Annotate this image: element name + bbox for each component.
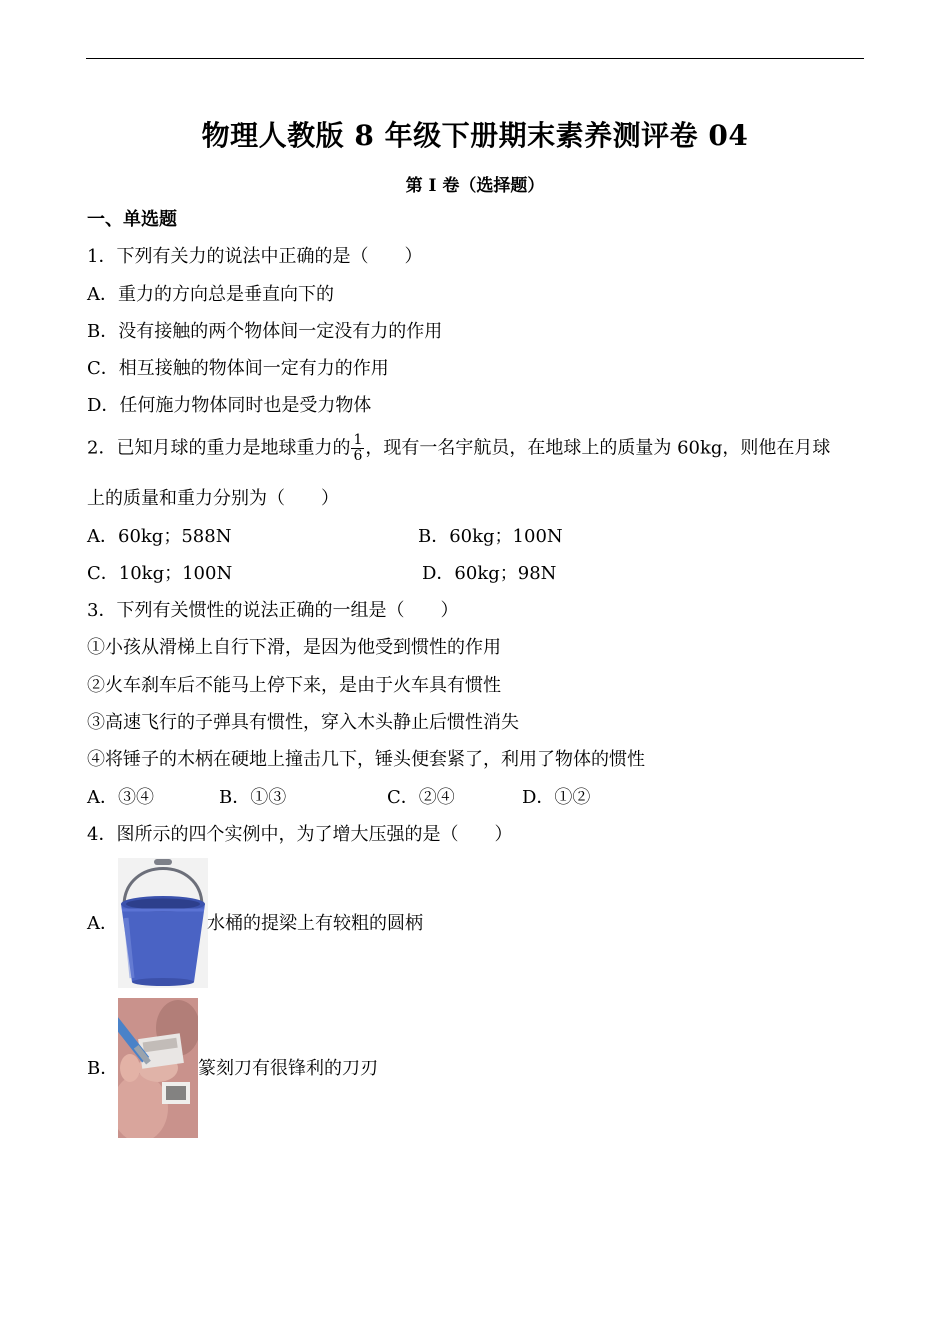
q3-option-c: C．②④ bbox=[387, 787, 455, 808]
fraction-numerator: 1 bbox=[353, 432, 363, 448]
carving-knife-photo bbox=[118, 998, 198, 1138]
q4-option-b-text: 篆刻刀有很锋利的刀刃 bbox=[198, 1058, 378, 1079]
bucket-image bbox=[118, 858, 208, 988]
q3-statement-2: ②火车刹车后不能马上停下来，是由于火车具有惯性 bbox=[87, 675, 501, 696]
page-title: 物理人教版 8 年级下册期末素养测评卷 04 bbox=[201, 119, 749, 152]
q3-stem: 3．下列有关惯性的说法正确的一组是（ ） bbox=[87, 600, 459, 621]
q1-stem: 1．下列有关力的说法中正确的是（ ） bbox=[87, 246, 423, 267]
q3-statement-4: ④将锤子的木柄在硬地上撞击几下，锤头便套紧了，利用了物体的惯性 bbox=[87, 749, 645, 770]
q3-statement-3: ③高速飞行的子弹具有惯性，穿入木头静止后惯性消失 bbox=[87, 712, 519, 733]
q1-option-b: B．没有接触的两个物体间一定没有力的作用 bbox=[87, 321, 443, 342]
header-rule bbox=[86, 58, 864, 59]
q4-option-b-letter: B． bbox=[87, 1058, 119, 1079]
fraction-denominator: 6 bbox=[353, 448, 363, 464]
q2-option-c: C．10kg；100N bbox=[87, 563, 233, 584]
q3-option-d: D．①② bbox=[522, 787, 591, 808]
carving-knife-illustration bbox=[118, 998, 198, 1138]
q2-stem-post: ，现有一名宇航员，在地球上的质量为 60kg，则他在月球 bbox=[365, 437, 831, 459]
q3-option-a: A．③④ bbox=[87, 787, 154, 808]
q2-option-a: A．60kg；588N bbox=[87, 526, 232, 547]
q4-option-a-letter: A． bbox=[87, 913, 118, 934]
q1-option-c: C．相互接触的物体间一定有力的作用 bbox=[87, 358, 389, 379]
q4-option-a-text: 水桶的提梁上有较粗的圆柄 bbox=[207, 913, 423, 934]
q1-option-a: A．重力的方向总是垂直向下的 bbox=[87, 284, 334, 305]
q2-stem-pre: 2．已知月球的重力是地球重力的 bbox=[87, 437, 351, 459]
fraction bbox=[351, 433, 364, 464]
section-heading: 一、单选题 bbox=[87, 209, 177, 230]
q3-statement-1: ①小孩从滑梯上自行下滑，是因为他受到惯性的作用 bbox=[87, 637, 501, 658]
q2-stem bbox=[87, 433, 830, 464]
q4-stem: 4．图所示的四个实例中，为了增大压强的是（ ） bbox=[87, 824, 513, 845]
q3-option-b: B．①③ bbox=[219, 787, 287, 808]
q1-option-d: D．任何施力物体同时也是受力物体 bbox=[87, 395, 372, 416]
q2-stem-line2: 上的质量和重力分别为（ ） bbox=[87, 488, 339, 509]
q2-option-b: B．60kg；100N bbox=[418, 526, 563, 547]
q2-option-d: D．60kg；98N bbox=[422, 563, 557, 584]
page-subtitle: 第 I 卷（选择题） bbox=[405, 176, 545, 196]
bucket-illustration bbox=[118, 858, 208, 988]
